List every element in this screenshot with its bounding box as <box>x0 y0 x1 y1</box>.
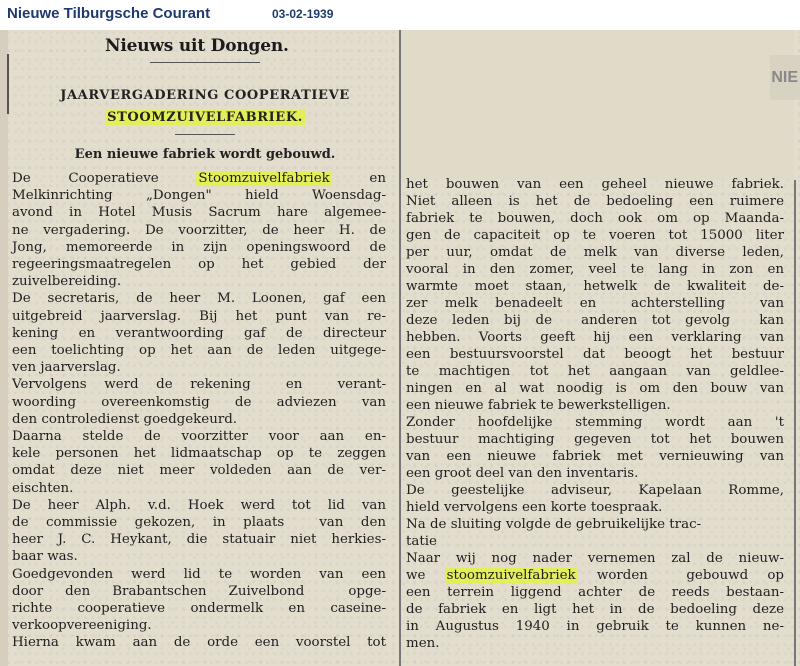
text-line: Hierna kwam aan de orde een voorstel tot <box>12 635 386 651</box>
text-line: Melkinrichting „Dongen" hield Woensdag- <box>12 188 386 204</box>
right-column-rule <box>794 180 796 666</box>
text-line: de fabriek en ligt het in de bedoeling deze <box>406 602 784 617</box>
text-line: in Augustus 1940 in gebruik te kunnen ne- <box>406 619 784 634</box>
clipping-left-edge <box>0 30 8 666</box>
section-title-rule <box>150 62 260 63</box>
newspaper-clipping <box>0 30 800 666</box>
text-line: ne vergadering. De voorzitter, de heer H. de <box>12 222 386 238</box>
newspaper-title: Nieuwe Tilburgsche Courant <box>7 5 211 22</box>
text-line: warmte moet staan, hetwelk de kwaliteit de- <box>406 279 784 294</box>
neighbour-article-gap <box>401 30 794 180</box>
text-line: Na de sluiting volgde de gebruikelijke trac- <box>406 517 702 532</box>
headline-highlight: STOOMZUIVELFABRIEK. <box>107 110 303 125</box>
text-line: het bouwen van een geheel nieuwe fabriek. <box>406 177 784 192</box>
text-line: heer J. C. Heykant, die statuair niet herkies- <box>12 532 386 548</box>
text-line: baar was. <box>12 549 78 565</box>
text-line: gen de capaciteit op te voeren tot 15000 liter <box>406 228 784 243</box>
text-line: te machtigen tot het aangaan van geldlee- <box>406 364 784 379</box>
headline-line-2 <box>0 110 410 125</box>
text-line: verkoopvereeniging. <box>12 618 152 634</box>
text-line: regeeringsmaatregelen op het gebied der <box>12 257 386 272</box>
text-line: De secretaris, de heer M. Loonen, gaf een <box>12 291 386 307</box>
neighbour-headline-fragment: NIE <box>770 55 800 100</box>
text-line: men. <box>406 636 440 651</box>
text-line: hield vervolgens een korte toespraak. <box>406 500 663 515</box>
text-line: omdat deze niet meer voldeden aan de ver- <box>12 463 386 479</box>
text-line: van een nieuwe fabriek met vernieuwing van <box>406 449 784 464</box>
text-line: richte cooperatieve ondermelk en caseine- <box>12 601 386 616</box>
publication-date: 03-02-1939 <box>272 7 334 21</box>
text-line: een bestuursvoorstel dat beoogt het bestuur <box>406 347 784 362</box>
text-line: woording overeenkomstig de adviezen van <box>12 394 386 410</box>
text-line: een toelichting op het aan de leden uitgege- <box>12 343 386 358</box>
section-title: Nieuws uit Dongen. <box>105 36 289 56</box>
text-line: door den Brabantschen Zuivelbond opge- <box>12 583 386 599</box>
text-line: de commissie gekozen, in plaats van den <box>12 515 386 530</box>
text-segment: worden gebouwd op <box>577 568 784 583</box>
text-line: vooral in den zomer, veel te lang in zon en <box>406 262 784 277</box>
text-line: Naar wij nog nader vernemen zal de nieuw- <box>406 551 784 566</box>
text-line <box>12 171 386 187</box>
highlighted-term: Stoomzuivelfabriek <box>198 171 330 186</box>
text-line: Daarna stelde de voorzitter voor aan en- <box>12 429 386 444</box>
text-line: een nieuwe fabriek te bewerkstelligen. <box>406 398 671 413</box>
left-column-rule <box>7 54 9 114</box>
text-line: kele personen het lidmaatschap op te zeggen <box>12 446 386 462</box>
text-line: fabriek te bouwen, doch ook om op Maanda- <box>406 211 784 226</box>
text-segment: en <box>331 171 386 186</box>
text-line: avond in Hotel Musis Sacrum hare algemee- <box>12 205 386 221</box>
text-line: Jong, memoreerde in zijn openingswoord de <box>12 239 386 255</box>
headline-rule <box>175 134 235 135</box>
column-divider <box>399 30 401 666</box>
text-line: Niet alleen is het de bedoeling een ruimere <box>406 194 784 209</box>
text-line: deze leden bij de anderen tot gevolg kan <box>406 313 784 328</box>
text-line: Vervolgens werd de rekening en verant- <box>12 377 386 393</box>
text-segment: we <box>406 568 445 583</box>
text-line: ningen en al wat noodig is om den bouw van <box>406 381 784 396</box>
text-line: Zonder hoofdelijke stemming wordt aan 't <box>406 415 784 430</box>
text-line: den controledienst goedgekeurd. <box>12 411 238 427</box>
text-line: De geestelijke adviseur, Kapelaan Romme, <box>406 483 784 498</box>
text-line: De heer Alph. v.d. Hoek werd tot lid van <box>12 497 386 513</box>
headline-line-1: JAARVERGADERING COOPERATIEVE <box>60 88 350 103</box>
text-line: bestuur machtiging gegeven tot het bouwen <box>406 432 784 447</box>
page-header <box>0 0 800 30</box>
text-line: eischten. <box>12 480 74 496</box>
text-line: zer melk benadeelt en achterstelling van <box>406 296 784 311</box>
text-line: ven jaarverslag. <box>12 360 121 376</box>
text-line: hebben. Voorts geeft hij een verklaring van <box>406 330 784 345</box>
text-line: zuivelbereiding. <box>12 274 122 290</box>
text-line: een groot deel van den inventaris. <box>406 466 639 481</box>
text-line: per uur, omdat de melk van diverse leden, <box>406 245 784 260</box>
text-line: kening en verantwoording gaf de directeur <box>12 325 386 341</box>
text-line: uitgebreid jaarverslag. Bij het punt van re- <box>12 308 386 324</box>
text-line: een terrein liggend achter de reeds bestaan- <box>406 585 784 600</box>
text-segment: De Cooperatieve <box>12 171 197 186</box>
text-line: tatie <box>406 534 437 549</box>
subheading: Een nieuwe fabriek wordt gebouwd. <box>74 147 336 162</box>
highlighted-term: stoomzuivelfabriek <box>446 568 576 583</box>
text-line: Goedgevonden werd lid te worden van een <box>12 566 386 582</box>
text-line <box>406 568 784 584</box>
